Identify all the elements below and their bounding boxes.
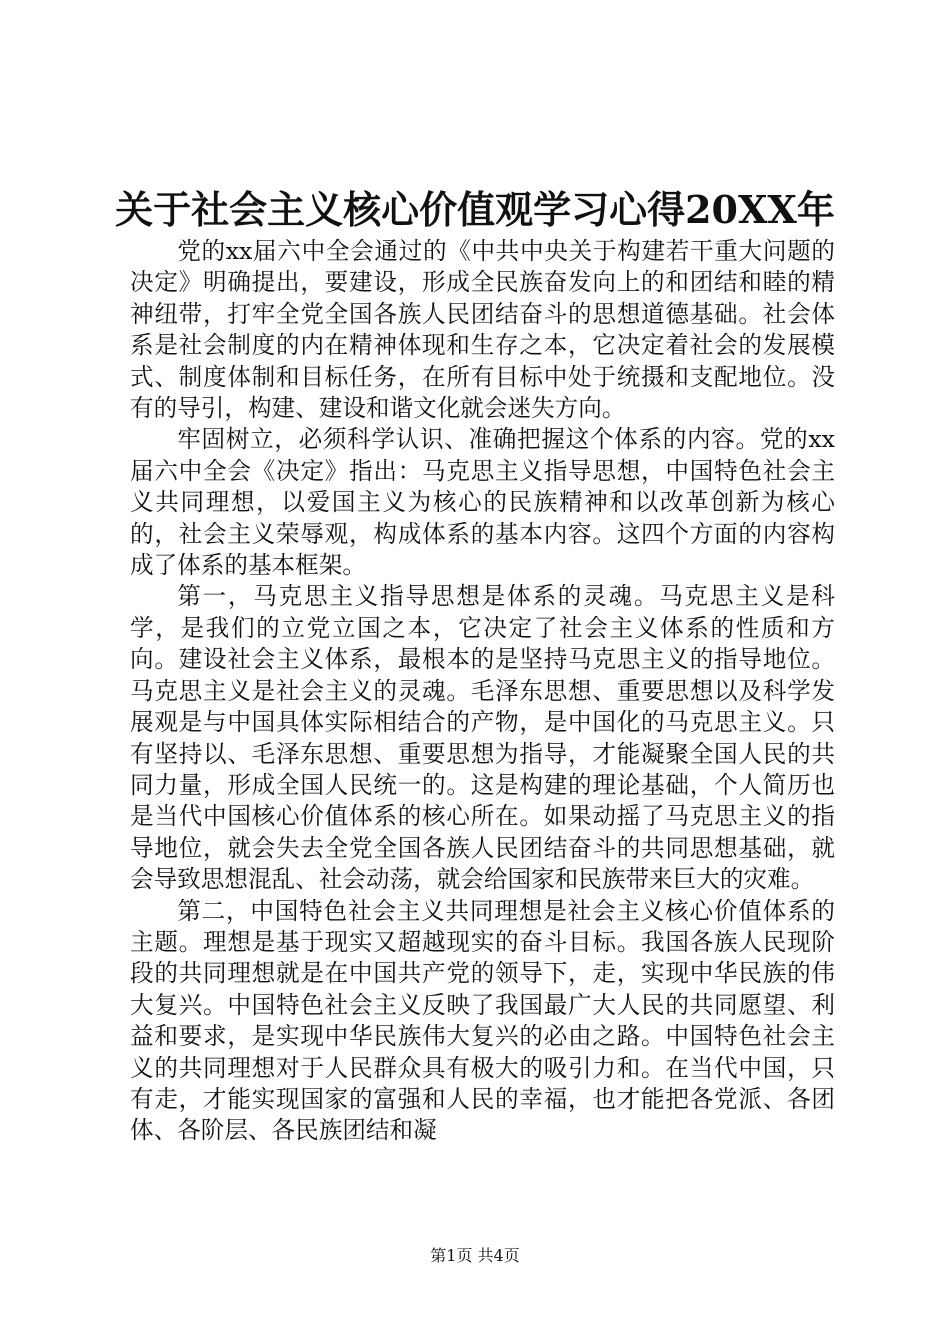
page-number-footer: 第1页 共4页 [430,1246,520,1265]
paragraph-2: 牢固树立，必须科学认识、准确把握这个体系的内容。党的xx届六中全会《决定》指出：马克思主义指导思想，中国特色社会主义共同理想，以爱国主义为核心的民族精神和以改革创新为核心的，社会主义荣辱观，构成体系的基本内容。这四个方面的内容构成了体系的基本框架。 [130,425,835,580]
paragraph-1: 党的xx届六中全会通过的《中共中央关于构建若干重大问题的决定》明确提出，要建设，形成全民族奋发向上的和团结和睦的精神纽带，打牢全党全国各族人民团结奋斗的思想道德基础。社会体系是社会制度的内在精神体现和生存之本，它决定着社会的发展模式、制度体制和目标任务，在所有目标中处于统摄和支配地位。没有的导引，构建、建设和谐文化就会迷失方向。 [130,237,835,423]
document-body [130,236,835,1147]
paragraph-3: 第一，马克思主义指导思想是体系的灵魂。马克思主义是科学，是我们的立党立国之本，它决定了社会主义体系的性质和方向。建设社会主义体系，最根本的是坚持马克思主义的指导地位。马克思主义是社会主义的灵魂。毛泽东思想、重要思想以及科学发展观是与中国具体实际相结合的产物，是中国化的马克思主义。只有坚持以、毛泽东思想、重要思想为指导，才能凝聚全国人民的共同力量，形成全国人民统一的。这是构建的理论基础，个人简历也是当代中国核心价值体系的核心所在。如果动摇了马克思主义的指导地位，就会失去全党全国各族人民团结奋斗的共同思想基础，就会导致思想混乱、社会动荡，就会给国家和民族带来巨大的灾难。 [130,582,835,894]
document-title: 关于社会主义核心价值观学习心得20XX年 [115,187,835,232]
paragraph-4: 第二，中国特色社会主义共同理想是社会主义核心价值体系的主题。理想是基于现实又超越现实的奋斗目标。我国各族人民现阶段的共同理想就是在中国共产党的领导下，走，实现中华民族的伟大复兴。中国特色社会主义反映了我国最广大人民的共同愿望、利益和要求，是实现中华民族伟大复兴的必由之路。中国特色社会主义的共同理想对于人民群众具有极大的吸引力和。在当代中国，只有走，才能实现国家的富强和人民的幸福，也才能把各党派、各团体、各阶层、各民族团结和凝 [130,896,835,1145]
